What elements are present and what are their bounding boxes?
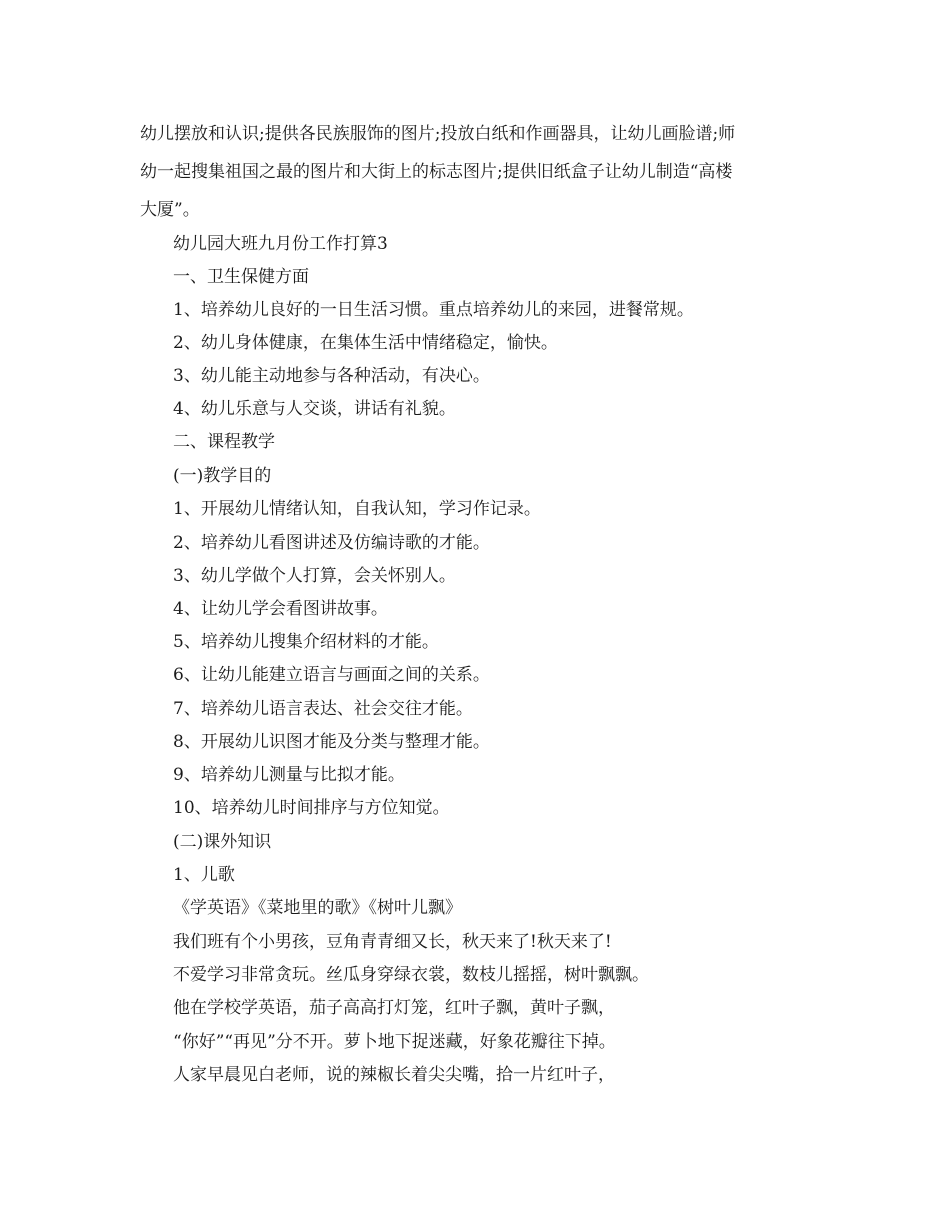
lyric-line: 我们班有个小男孩，豆角青青细又长，秋天来了!秋天来了!: [173, 932, 612, 952]
list-item: 8、开展幼儿识图才能及分类与整理才能。: [173, 732, 490, 752]
list-item: 9、培养幼儿测量与比拟才能。: [173, 765, 405, 785]
list-item: 7、培养幼儿语言表达、社会交往才能。: [173, 699, 473, 719]
list-item: 1、培养幼儿良好的一日生活习惯。重点培养幼儿的来园，进餐常规。: [173, 300, 694, 320]
section-heading-curriculum: 二、课程教学: [173, 432, 275, 452]
plan-title: 幼儿园大班九月份工作打算3: [173, 234, 388, 254]
list-item: 3、幼儿能主动地参与各种活动，有决心。: [173, 366, 490, 386]
subsection-heading-goals: (一)教学目的: [173, 466, 272, 486]
lyric-line: 不爱学习非常贪玩。丝瓜身穿绿衣裳，数枝儿摇摇，树叶飘飘。: [173, 965, 649, 985]
intro-line-1: 幼儿摆放和认识;提供各民族服饰的图片;投放白纸和作画器具，让幼儿画脸谱;师: [140, 124, 736, 144]
song-titles: 《学英语》《菜地里的歌》《树叶儿飘》: [173, 898, 462, 918]
list-item: 5、培养幼儿搜集介绍材料的才能。: [173, 632, 439, 652]
list-item: 10、培养幼儿时间排序与方位知觉。: [173, 798, 450, 818]
list-item: 3、幼儿学做个人打算，会关怀别人。: [173, 566, 456, 586]
list-item: 2、幼儿身体健康，在集体生活中情绪稳定，愉快。: [173, 333, 558, 353]
section-heading-hygiene: 一、卫生保健方面: [173, 267, 309, 287]
list-item: 1、开展幼儿情绪认知，自我认知，学习作记录。: [173, 499, 541, 519]
lyric-line: 人家早晨见白老师，说的辣椒长着尖尖嘴，拾一片红叶子，: [173, 1065, 615, 1085]
intro-line-3: 大厦”。: [140, 200, 200, 220]
list-item: 2、培养幼儿看图讲述及仿编诗歌的才能。: [173, 533, 490, 553]
subsection-heading-extracurricular: (二)课外知识: [173, 832, 272, 852]
list-item: 4、让幼儿学会看图讲故事。: [173, 599, 388, 619]
lyric-line: 他在学校学英语，茄子高高打灯笼，红叶子飘，黄叶子飘，: [173, 998, 615, 1018]
list-item: 4、幼儿乐意与人交谈，讲话有礼貌。: [173, 399, 456, 419]
lyric-line: “你好”“再见”分不开。萝卜地下捉迷藏，好象花瓣往下掉。: [173, 1032, 616, 1052]
intro-line-2: 幼一起搜集祖国之最的图片和大街上的标志图片;提供旧纸盒子让幼儿制造“高楼: [140, 162, 733, 182]
list-item: 6、让幼儿能建立语言与画面之间的关系。: [173, 665, 490, 685]
list-item-nursery-rhymes: 1、儿歌: [173, 865, 235, 885]
